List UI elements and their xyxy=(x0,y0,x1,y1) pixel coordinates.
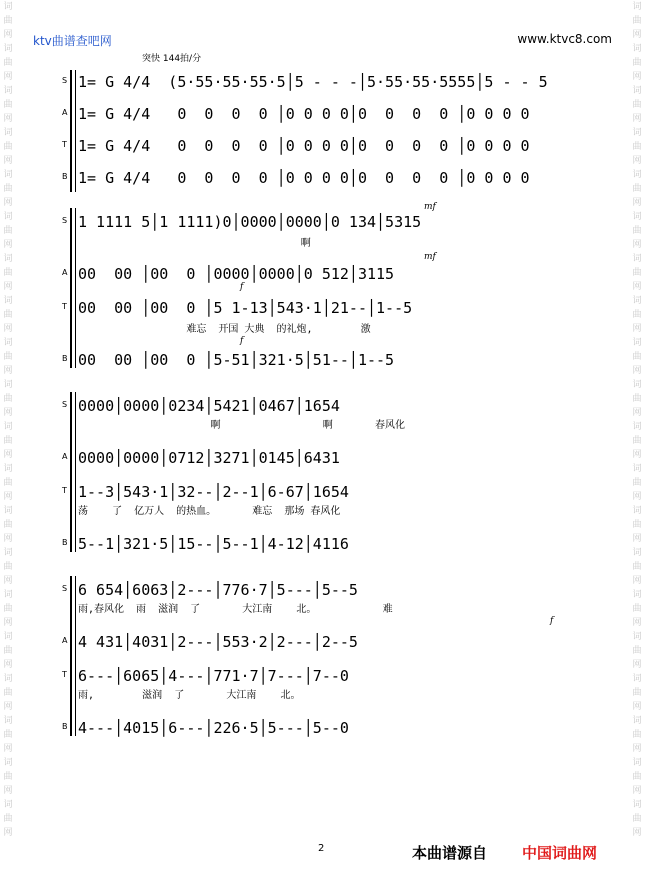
staff-row-s: 1= G 4/4 (5·55·55·55·5│5 - - -│5·55·55·5555│5 - - 5 xyxy=(78,73,548,91)
staff-row-s: 6 654│6063│2---│776·7│5---│5--5 xyxy=(78,581,358,599)
dynamic-mf: mf xyxy=(424,202,436,212)
source-site: 中国词曲网 xyxy=(522,844,598,862)
page-number: 2 xyxy=(318,843,325,854)
staff-row-t: 6---│6065│4---│771·7│7---│7--0 xyxy=(78,667,349,685)
staff-row-s: 0000│0000│0234│5421│0467│1654 xyxy=(78,397,340,415)
part-label-b: B xyxy=(62,354,68,363)
lyric-row: 啊 啊 春风化 xyxy=(78,420,405,431)
score-system-2 xyxy=(62,202,570,369)
lyric-row: 雨,春风化 雨 滋润 了 大江南 北。 难 xyxy=(78,604,393,615)
lyric-row: 难忘 开国 大典 的礼炮, 激 xyxy=(78,324,371,335)
staff-row-b: 1= G 4/4 0 0 0 0 │0 0 0 0│0 0 0 0 │0 0 0 0 xyxy=(78,169,530,187)
watermark-right: 词曲网词曲网词曲网词曲网词曲网词曲网词曲网词曲网词曲网词曲网词曲网词曲网词曲网词曲网词曲网词曲网词曲网词曲网词曲网词曲网 xyxy=(632,2,642,838)
staff-row-b: 5--1│321·5│15--│5--1│4-12│4116 xyxy=(78,535,349,553)
score-system-4 xyxy=(62,576,570,736)
score-system-3 xyxy=(62,392,570,552)
part-label-b: B xyxy=(62,538,68,547)
part-label-a: A xyxy=(62,268,68,277)
part-label-b: B xyxy=(62,722,68,731)
part-label-s: S xyxy=(62,400,68,409)
tempo-mark: 突快 144拍/分 xyxy=(142,54,202,64)
part-label-s: S xyxy=(62,76,68,85)
part-label-b: B xyxy=(62,172,68,181)
part-label-t: T xyxy=(62,670,67,679)
staff-row-a: 0000│0000│0712│3271│0145│6431 xyxy=(78,449,340,467)
staff-row-a: 00 00 │00 0 │0000│0000│0 512│3115 xyxy=(78,265,395,283)
part-label-a: A xyxy=(62,452,68,461)
staff-row-a: 1= G 4/4 0 0 0 0 │0 0 0 0│0 0 0 0 │0 0 0 0 xyxy=(78,105,530,123)
dynamic-f: f xyxy=(550,616,554,626)
dynamic-mf: mf xyxy=(424,252,436,262)
staff-row-s: 1 1111 5│1 1111)0│0000│0000│0 134│5315 xyxy=(78,213,422,231)
site-url: www.ktvc8.com xyxy=(517,32,612,46)
dynamic-f: f xyxy=(240,336,244,346)
staff-row-a: 4 431│4031│2---│553·2│2---│2--5 xyxy=(78,633,358,651)
part-label-t: T xyxy=(62,302,67,311)
staff-row-b: 00 00 │00 0 │5-51│321·5│51--│1--5 xyxy=(78,351,395,369)
score-system-1 xyxy=(62,70,570,192)
site-name: ktv曲谱查吧网 xyxy=(33,34,112,48)
part-label-a: A xyxy=(62,108,68,117)
part-label-a: A xyxy=(62,636,68,645)
source-label: 本曲谱源自 xyxy=(412,844,488,862)
lyric-row: 雨, 滋润 了 大江南 北。 xyxy=(78,690,301,701)
part-label-s: S xyxy=(62,216,68,225)
staff-row-b: 4---│4015│6---│226·5│5---│5--0 xyxy=(78,719,349,737)
staff-row-t: 1= G 4/4 0 0 0 0 │0 0 0 0│0 0 0 0 │0 0 0 0 xyxy=(78,137,530,155)
dynamic-f: f xyxy=(240,282,244,292)
staff-row-t: 1--3│543·1│32--│2--1│6-67│1654 xyxy=(78,483,349,501)
lyric-row: 荡 了 亿万人 的热血。 难忘 那场 春风化 xyxy=(78,506,341,517)
watermark-left: 词曲网词曲网词曲网词曲网词曲网词曲网词曲网词曲网词曲网词曲网词曲网词曲网词曲网词曲网词曲网词曲网词曲网词曲网词曲网词曲网 xyxy=(3,2,13,838)
part-label-s: S xyxy=(62,584,68,593)
staff-row-t: 00 00 │00 0 │5 1-13│543·1│21--│1--5 xyxy=(78,299,413,317)
lyric-row: 啊 xyxy=(78,238,311,249)
part-label-t: T xyxy=(62,140,67,149)
part-label-t: T xyxy=(62,486,67,495)
